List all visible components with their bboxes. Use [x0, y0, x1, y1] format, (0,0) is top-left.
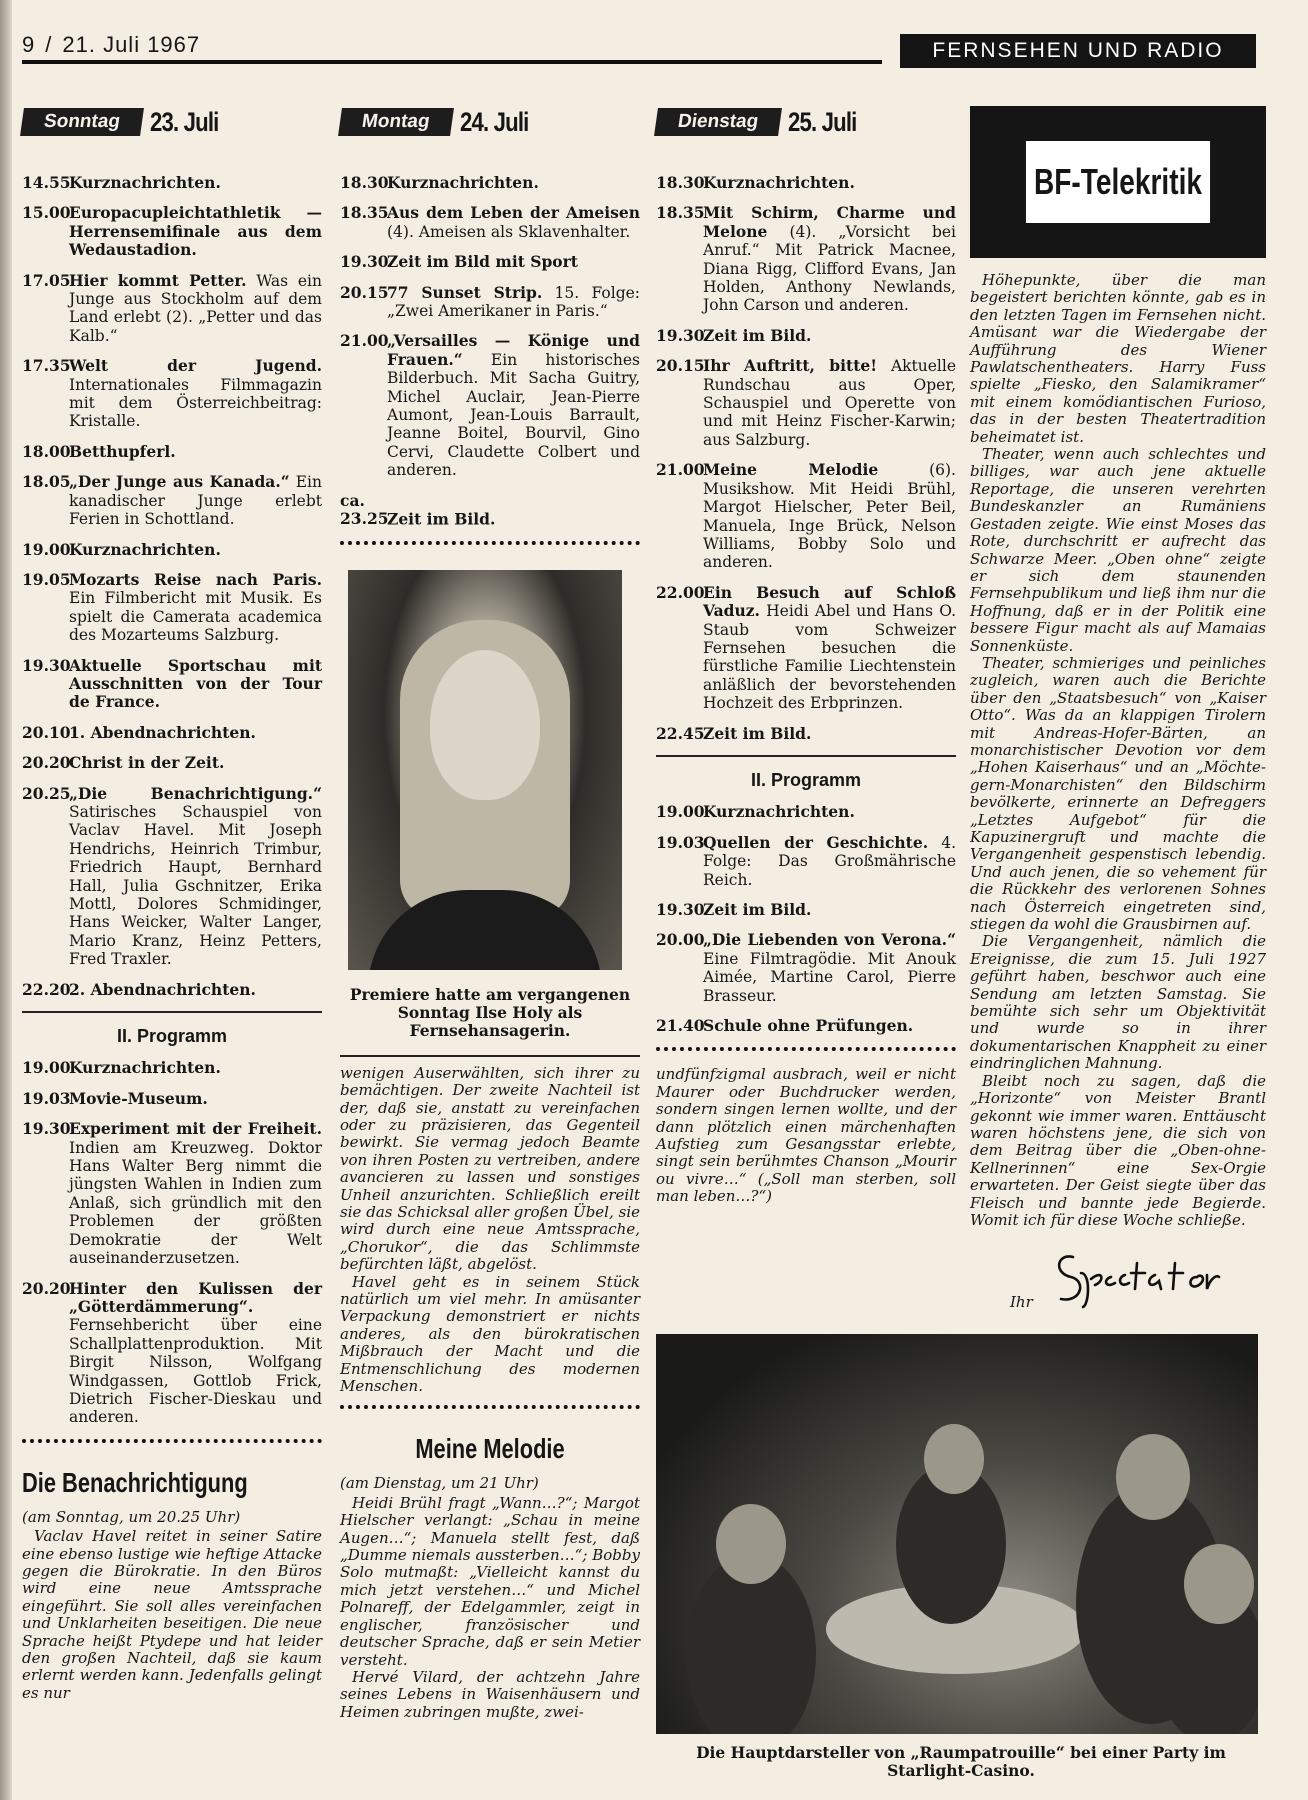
issue-date: 21. Juli 1967	[62, 32, 201, 57]
program-description: Satirisches Schauspiel von Vaclav Havel. Mit Joseph Hendrichs, Heinrich Trimbur, Friedrich Haupt, Bernhard Hall, Julia Gschnitzer, Erika Mottl, Dolores Schmidinger, Hans Weicker, Walter Langer, Mario Kranz, Heinz Petters, Fred Traxler.	[69, 802, 322, 969]
telekritik-column	[970, 104, 1266, 1311]
program-time: 22.45	[656, 723, 705, 743]
program-time: 19.30	[340, 252, 389, 272]
program-entry	[22, 981, 322, 999]
day-name: Montag	[338, 108, 453, 136]
day-date: 24. Juli	[459, 106, 529, 137]
telekritik-banner	[970, 106, 1266, 258]
program-entry	[656, 174, 956, 192]
program-title: Quellen der Geschichte.	[703, 832, 929, 852]
program-entry	[22, 657, 322, 712]
program-title: 2. Abendnachrichten.	[69, 979, 256, 999]
article-subtitle: (am Dienstag, um 21 Uhr)	[340, 1474, 539, 1493]
signature-block	[1010, 1249, 1266, 1311]
program-title: Zeit im Bild.	[703, 723, 812, 743]
article-text: Heidi Brühl fragt „Wann…?“; Margot Hielscher verlangt: „Schau in meine Augen…“; Manuela stellt fest, daß „Dumme niemals aussterben…“; Bobby Solo mutmaßt: „Vielleicht kannst du mich jetzt verstehen…“ und Michel Polnareff, der Edelgammler, zeigt in englischer, französischer und deutscher Sprache, daß er sein Metier versteht. Hervé Vilard, der achtzehn Jahre seines Lebens in Waisenhäusern und Heimen zubringen mußte, zwei-	[340, 1493, 640, 1721]
program-entry	[656, 901, 956, 919]
day-name: Dienstag	[654, 108, 782, 136]
program-entry	[656, 725, 956, 743]
program-title: Movie-Museum.	[69, 1088, 208, 1108]
divider	[22, 1011, 322, 1013]
program-entry	[340, 284, 640, 321]
program-time: 18.35	[656, 203, 705, 223]
program-time: 19.03	[656, 832, 705, 852]
program-description: Eine Filmtragödie. Mit Anouk Aimée, Martine Carol, Pierre Brasseur.	[703, 949, 956, 1005]
program-time: 18.30	[656, 173, 705, 192]
telekritik-paragraph: Die Vergangenheit, nämlich die Ereignisse, die zum 15. Juli 1927 geführt haben, beschwor auch eine Sendung am letzten Samstag. Sie bemühte sich sehr um Objektivität und wurde so in ihrer dokumentarischen Knappheit zu einer eindringlichen Mahnung.	[970, 932, 1266, 1073]
program-time: 20.10	[22, 722, 71, 742]
program-entry	[656, 357, 956, 449]
photo-face	[430, 650, 540, 800]
program-time: 18.30	[340, 173, 389, 192]
article-text: Vaclav Havel reitet in seiner Satire eine ebenso lustige wie heftige Attacke gegen die Bürokratie. In den Büros wird eine neue Amtssprache eingeführt. Sie soll alles vereinfachen und Unklarheiten beseitigen. Die neue Sprache heißt Ptydepe und hat leider den großen Nachteil, daß sie kaum erlernt werden kann. Jedenfalls gelingt es nur	[22, 1527, 322, 1702]
monday-column	[340, 104, 640, 1721]
program-time: 22.20	[22, 979, 71, 999]
photo-head	[716, 1504, 786, 1584]
program-title: Welt der Jugend.	[69, 356, 322, 376]
program-time: 19.00	[22, 539, 71, 559]
article-subtitle: (am Sonntag, um 20.25 Uhr)	[22, 1507, 241, 1526]
program-time: 20.20	[22, 1278, 71, 1298]
program-title: „Der Junge aus Kanada.“	[69, 472, 290, 492]
telekritik-label: BF-Telekritik	[1026, 141, 1210, 223]
program-time: 15.00	[22, 203, 71, 223]
program-time: 20.20	[22, 753, 71, 773]
party-photo-block	[656, 1306, 1266, 1795]
program-description: Ein Filmbericht mit Musik. Es spielt die Camerata academica des Mozarteums Salzburg.	[69, 589, 322, 645]
tuesday-heading	[656, 104, 956, 140]
sunday-program-list	[22, 174, 322, 999]
dotted-divider	[22, 1439, 322, 1448]
program-entry	[340, 332, 640, 479]
telekritik-paragraph: Höhepunkte, über die man begeistert berichten könnte, gab es in den letzten Tagen im Fernsehen nicht. Amüsant war die Wiedergabe der Aufführung des Wiener Pawlatschentheaters. Harry Fuss spielte „Fiesko, den Salamikramer“ mit einem komödiantischen Furioso, das in der besten Theatertradition beheimatet ist.	[970, 271, 1266, 446]
article-title-benachrichtigung: Die Benachrichtigung	[22, 1466, 248, 1498]
program-time: ca. 23.25	[340, 490, 389, 529]
program-time: 19.30	[22, 655, 71, 675]
program-title: Christ in der Zeit.	[69, 753, 225, 773]
program-entry	[22, 785, 322, 969]
program-title: Europacupleichtathletik — Herrensemifinale aus dem Wedaustadion.	[69, 203, 322, 260]
program-time: 21.00	[656, 460, 705, 480]
program-time: 17.05	[22, 270, 71, 290]
program-entry	[340, 174, 640, 192]
program-entry	[22, 724, 322, 742]
program-entry	[22, 473, 322, 528]
program-entry	[22, 174, 322, 192]
section-title: FERNSEHEN UND RADIO	[900, 34, 1256, 68]
program-title: Schule ohne Prüfungen.	[703, 1016, 914, 1036]
party-photo-caption: Die Hauptdarsteller von „Raumpatrouille“ bei einer Party im Starlight-Casino.	[696, 1743, 1226, 1781]
program-entry	[340, 492, 640, 529]
day-name: Sonntag	[20, 108, 144, 136]
program-time: 20.00	[656, 930, 705, 950]
program-entry	[656, 327, 956, 345]
program-title: Experiment mit der Freiheit.	[69, 1119, 322, 1139]
program-entry	[22, 272, 322, 346]
page-number: 9	[22, 32, 36, 57]
tuesday-program2-list	[656, 803, 956, 1035]
day-date: 25. Juli	[788, 106, 857, 137]
program-time: 21.40	[656, 1016, 705, 1036]
program-time: 14.55	[22, 173, 71, 192]
photo-head	[1116, 1434, 1190, 1520]
program-entry	[22, 1120, 322, 1267]
program-entry	[656, 204, 956, 314]
announcer-photo	[348, 570, 622, 970]
photo-head	[1184, 1544, 1254, 1624]
program-description: Ein historisches Bilderbuch. Mit Sacha Guitry, Michel Auclair, Jean-Pierre Aumont, Jean-Louis Barrault, Jeanne Boitel, Bourvil, Gino Cervi, Claudette Colbert und anderen.	[387, 350, 640, 480]
telekritik-paragraph: Bleibt noch zu sagen, daß die „Horizonte“ von Meister Brantl gekonnt wie immer waren. Enttäuscht waren höchstens jene, die sich von dem Beitrag über die „Oben-ohne-Kellnerinnen“ eine Sex-Orgie erwarteten. Der Geist siegte über das Fleisch und bannte jede Begierde. Womit ich für diese Woche schließe.	[970, 1071, 1266, 1229]
program-title: Zeit im Bild.	[387, 509, 496, 529]
program-title: Zeit im Bild.	[703, 325, 812, 345]
program2-heading: II. Programm	[750, 769, 862, 790]
program-time: 22.00	[656, 582, 705, 602]
program-description: 4. Folge: Das Großmährische Reich.	[703, 833, 956, 889]
program-time: 18.00	[22, 441, 71, 461]
day-date: 23. Juli	[150, 106, 219, 137]
program-title: 1. Abendnachrichten.	[69, 722, 256, 742]
program-entry	[656, 1017, 956, 1035]
sunday-column	[22, 104, 322, 1702]
program-description: (6). Musikshow. Mit Heidi Brühl, Margot Hielscher, Peter Beil, Manuela, Inge Brück, Nelson Williams, Bobby Solo und anderen.	[703, 461, 956, 572]
program-title: Zeit im Bild.	[703, 900, 812, 919]
program-description: Internationales Filmmagazin mit dem Österreichbeitrag: Kristalle.	[69, 375, 322, 431]
article-title-melodie: Meine Melodie	[415, 1433, 565, 1465]
program-time: 20.15	[656, 356, 705, 376]
sunday-heading	[22, 104, 322, 140]
sunday-program2-list	[22, 1059, 322, 1426]
program-entry	[22, 357, 322, 431]
program-entry	[22, 1059, 322, 1077]
monday-program-list	[340, 174, 640, 529]
program-time: 21.00	[340, 331, 389, 351]
program-title: Kurznachrichten.	[387, 173, 539, 192]
program-title: Kurznachrichten.	[703, 802, 855, 822]
program-title: 77 Sunset Strip.	[387, 282, 543, 302]
program-description: (4). Ameisen als Sklavenhalter.	[387, 222, 631, 241]
header-separator: /	[45, 32, 53, 57]
program-title: Meine Melodie	[703, 460, 879, 480]
program-entry	[656, 461, 956, 571]
page-header	[22, 32, 200, 58]
program-time: 19.30	[656, 900, 705, 919]
program-entry	[22, 541, 322, 559]
article-continuation: undfünfzigmal ausbrach, weil er nicht Maurer oder Buchdrucker werden, sondern singen lernen wollte, und der dann plötzlich einen märchenhaften Aufstieg zum Gesangsstar erlebte, singt sein berühmtes Chanson „Mourir ou vivre…“ („Soll man sterben, soll man leben…?“)	[656, 1065, 956, 1206]
program-title: Betthupferl.	[69, 441, 176, 461]
header-rule	[22, 60, 882, 64]
program-entry	[22, 1280, 322, 1427]
page-binding-edge	[0, 0, 12, 1800]
program-title: Aktuelle Sportschau mit Ausschnitten von der Tour de France.	[69, 655, 322, 712]
program-entry	[22, 1090, 322, 1108]
program-time: 19.05	[22, 569, 71, 589]
photo-shoulders	[368, 890, 602, 970]
program-entry	[340, 253, 640, 271]
telekritik-text	[970, 272, 1266, 1229]
program-time: 20.25	[22, 783, 71, 803]
program-time: 19.30	[656, 325, 705, 345]
program-time: 20.15	[340, 282, 389, 302]
program-time: 19.30	[22, 1119, 71, 1139]
monday-heading	[340, 104, 640, 140]
program-title: Aus dem Leben der Ameisen	[387, 203, 640, 223]
program-entry	[656, 584, 956, 713]
program-description: Ein kanadischer Junge erlebt Ferien in Schottland.	[69, 473, 322, 529]
dotted-divider	[340, 541, 640, 550]
divider	[340, 1055, 640, 1057]
program-title: Zeit im Bild mit Sport	[387, 252, 578, 272]
program-title: Ihr Auftritt, bitte!	[703, 356, 878, 376]
tuesday-column	[656, 104, 956, 1206]
program-title: Hinter den Kulissen der „Götterdämmerung“.	[69, 1278, 322, 1316]
program-title: Mit Schirm, Charme und Melone	[703, 203, 956, 241]
program-description: Heidi Abel und Hans O. Staub vom Schweizer Fernsehen besuchen die fürstliche Familie Liechtenstein anläßlich der bevorstehenden Hochzeit des Erbprinzen.	[703, 602, 956, 713]
program-title: Mozarts Reise nach Paris.	[69, 569, 322, 589]
photo-head	[924, 1424, 984, 1494]
program-title: Kurznachrichten.	[703, 173, 855, 192]
program-title: Ein Besuch auf Schloß Vaduz.	[703, 582, 956, 621]
program2-heading: II. Programm	[116, 1026, 228, 1047]
dotted-divider	[340, 1405, 640, 1414]
program-entry	[22, 754, 322, 772]
program-entry	[656, 931, 956, 1005]
program-time: 18.05	[22, 472, 71, 492]
program-entry	[22, 204, 322, 259]
program-description: Aktuelle Rundschau aus Oper, Schauspiel und Operette von und mit Heinz Fischer-Karwin; aus Salzburg.	[703, 357, 956, 449]
telekritik-paragraph: Theater, wenn auch schlechtes und billiges, war auch jene aktuelle Reportage, die unseren verehrten Bundeskanzler an Rumäniens Gestaden zeigte. Wie einst Moses das Rote, durchschritt er aufrecht das Schwarze Meer. „Oben ohne“ zeigte er sich dem staunenden Fernsehpublikum und ließ ihm nur die Hoffnung, daß er in der Politik eine bessere Figur macht als auf Mamaias Sonnenküste.	[970, 445, 1266, 655]
article-continuation: wenigen Auserwählten, sich ihrer zu bemächtigen. Der zweite Nachteil ist der, daß sie, anstatt zu vereinfachen oder zu präzisieren, das Gegenteil bewirkt. Sie vermag jedoch Beamte von ihren Posten zu vertreiben, andere avancieren zu lassen und sonstiges Unheil anzurichten. Schließlich ereilt sie das Schicksal aller großen Übel, sie wird durch eine neue Amtssprache, „Chorukor“, die das Schlimmste befürchten läßt, abgelöst. Havel geht es in seinem Stück natürlich um viel mehr. In amüsanter Verpackung demonstriert er nichts anderes, als den bürokratischen Mißbrauch der Macht und die Entmenschlichung des modernen Menschen.	[340, 1063, 640, 1396]
program-description: (4). „Vorsicht bei Anruf.“ Mit Patrick Macnee, Diana Rigg, Clifford Evans, Jan Holden, Anthony Newlands, John Carson und anderen.	[703, 222, 956, 315]
program-entry	[656, 803, 956, 821]
program-time: 18.35	[340, 203, 389, 223]
photo-caption: Premiere hatte am vergangenen Sonntag Ilse Holy als Fernsehansagerin.	[349, 984, 631, 1041]
program-title: „Die Benachrichtigung.“	[69, 783, 322, 803]
program-entry	[656, 834, 956, 889]
program-description: Fernsehbericht über eine Schallplattenproduktion. Mit Birgit Nilsson, Wolfgang Windgassen, Gottlob Frick, Dietrich Fischer-Dieskau und anderen.	[69, 1316, 322, 1427]
signature-prefix: Ihr	[1010, 1292, 1033, 1311]
program-description: 15. Folge: „Zwei Amerikaner in Paris.“	[387, 283, 641, 321]
program-title: Kurznachrichten.	[69, 539, 221, 559]
party-photo	[656, 1334, 1258, 1734]
program-entry	[340, 204, 640, 241]
divider	[656, 755, 956, 757]
telekritik-paragraph: Theater, schmieriges und peinliches zugleich, waren auch die Berichte über den „Staatsbesuch“ von „Kaiser Otto“. Was da an klappigen Tirolern mit Andreas-Hofer-Bärten, an monarchistischer Devotion vor dem „Hohen Kaiserhaus“ und an „Möchte-gern-Monarchisten“ den Bildschirm bevölkerte, erinnerte an Defreggers „Letztes Aufgebot“ für die Kapuzinergruft und machte die Vergangenheit gespenstisch lebendig. Und auch jenen, die so vehement für die Rückkehr des verlorenen Sohnes nach Österreich eingetreten sind, stiegen da wohl die Grausbirnen auf.	[970, 653, 1266, 934]
program-description: Indien am Kreuzweg. Doktor Hans Walter Berg nimmt die jüngsten Wahlen in Indien zum Anlaß, sich gründlich mit den Problemen der größten Demokratie der Welt auseinanderzusetzen.	[69, 1138, 322, 1268]
program-time: 19.03	[22, 1088, 71, 1108]
tuesday-program-list	[656, 174, 956, 743]
program-title: Hier kommt Petter.	[69, 270, 247, 290]
program-time: 19.00	[22, 1058, 71, 1078]
signature-icon	[1051, 1249, 1221, 1311]
program-entry	[22, 571, 322, 645]
program-title: Kurznachrichten.	[69, 173, 221, 192]
program-title: Kurznachrichten.	[69, 1058, 221, 1078]
dotted-divider	[656, 1047, 956, 1056]
program-title: „Die Liebenden von Verona.“	[703, 930, 956, 950]
program-title: „Versailles — Könige und Frauen.“	[387, 331, 640, 369]
program-time: 19.00	[656, 802, 705, 822]
program-entry	[22, 443, 322, 461]
program-time: 17.35	[22, 356, 71, 376]
program-description: Was ein Junge aus Stockholm auf dem Land erlebt (2). „Petter und das Kalb.“	[69, 271, 322, 345]
